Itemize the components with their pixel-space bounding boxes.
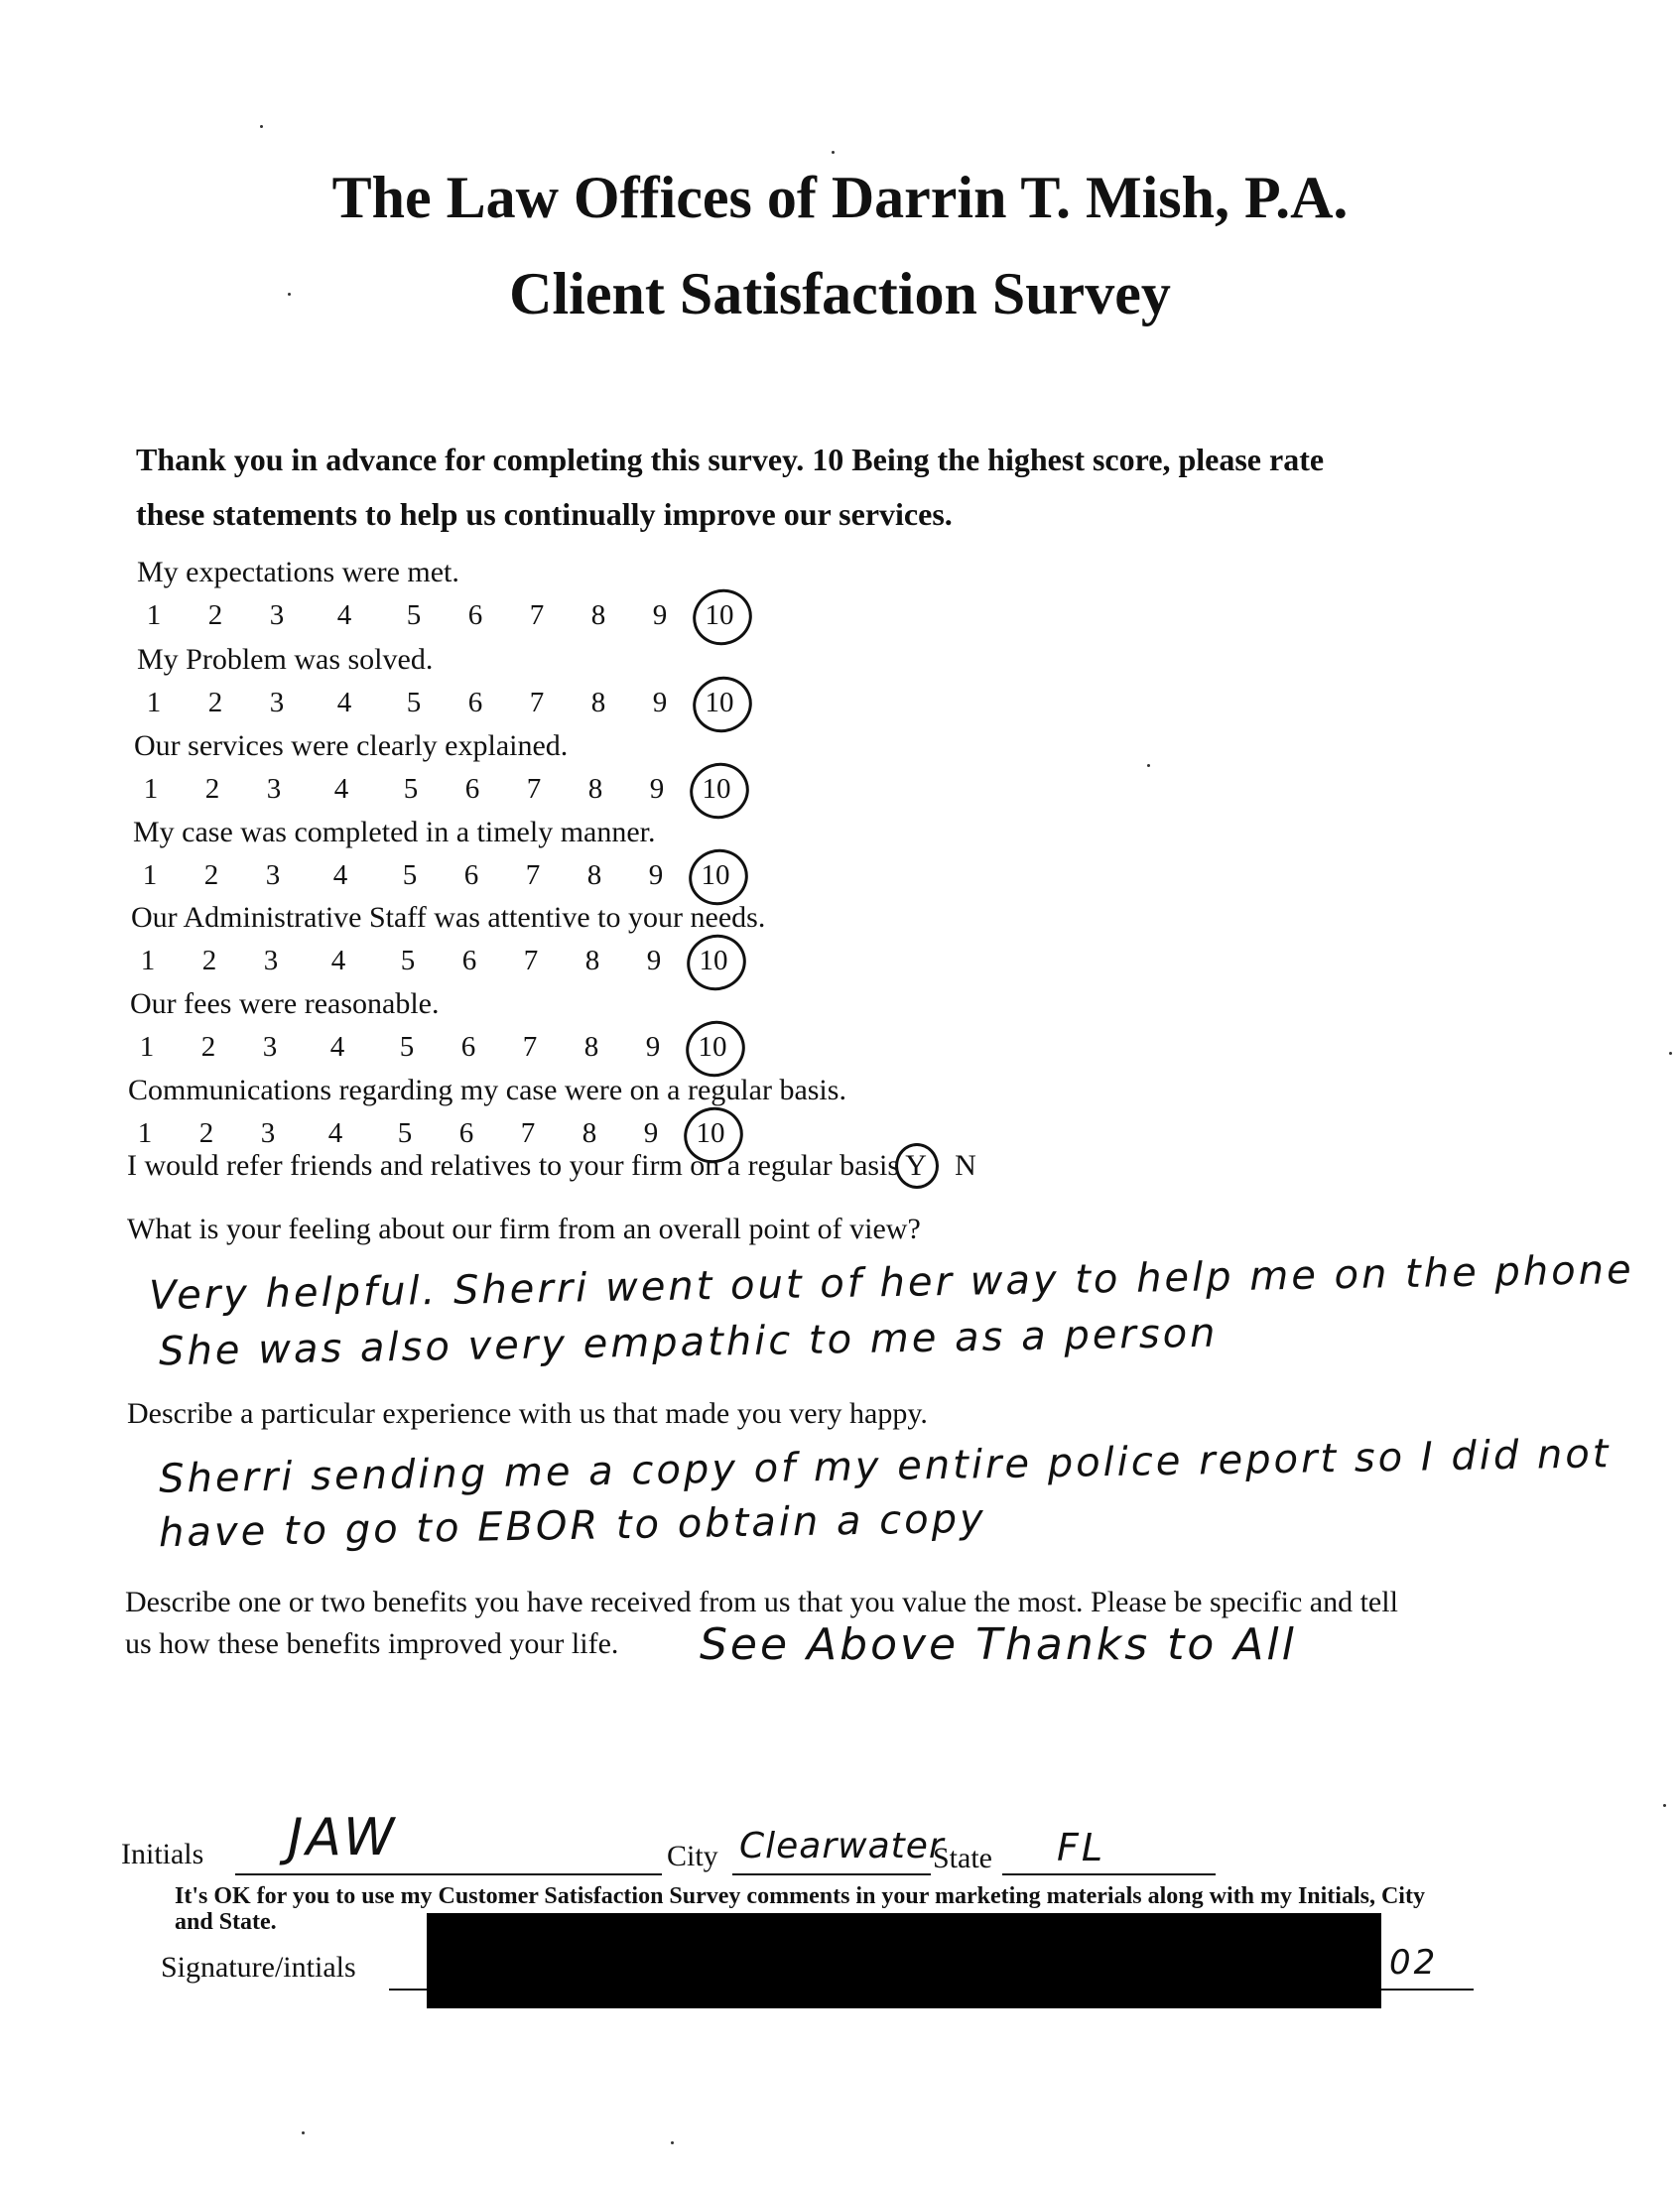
initials-line bbox=[235, 1873, 662, 1875]
rating-option-5[interactable]: 5 bbox=[397, 1117, 413, 1149]
selected-rating-circle bbox=[680, 927, 753, 998]
rating-option-9[interactable]: 9 bbox=[652, 599, 668, 631]
rating-option-6[interactable]: 6 bbox=[463, 859, 479, 891]
rating-option-7[interactable]: 7 bbox=[522, 1031, 538, 1063]
rating-option-10[interactable]: 10 bbox=[698, 1031, 727, 1063]
rating-option-7[interactable]: 7 bbox=[526, 773, 542, 805]
signature-suffix[interactable]: 02 bbox=[1389, 1943, 1439, 1983]
rating-option-2[interactable]: 2 bbox=[198, 1117, 214, 1149]
question-text: Our Administrative Staff was attentive to your needs. bbox=[131, 901, 766, 934]
rating-scale bbox=[139, 599, 774, 639]
rating-option-1[interactable]: 1 bbox=[137, 1117, 153, 1149]
rating-option-3[interactable]: 3 bbox=[269, 599, 285, 631]
rating-option-8[interactable]: 8 bbox=[584, 945, 600, 976]
rating-option-8[interactable]: 8 bbox=[590, 687, 606, 718]
consent-line-1: It's OK for you to use my Customer Satisfaction Survey comments in your marketing materials along with my Initials, City bbox=[175, 1883, 1425, 1909]
rating-option-2[interactable]: 2 bbox=[203, 859, 219, 891]
rating-option-5[interactable]: 5 bbox=[399, 1031, 415, 1063]
rating-option-5[interactable]: 5 bbox=[406, 599, 422, 631]
rating-option-2[interactable]: 2 bbox=[200, 1031, 216, 1063]
rating-option-6[interactable]: 6 bbox=[464, 773, 480, 805]
rating-option-1[interactable]: 1 bbox=[140, 945, 156, 976]
rating-option-2[interactable]: 2 bbox=[207, 599, 223, 631]
rating-option-9[interactable]: 9 bbox=[643, 1117, 659, 1149]
rating-option-10[interactable]: 10 bbox=[701, 859, 730, 891]
rating-option-7[interactable]: 7 bbox=[525, 859, 541, 891]
rating-scale bbox=[136, 773, 771, 813]
rating-option-8[interactable]: 8 bbox=[582, 1117, 597, 1149]
rating-option-6[interactable]: 6 bbox=[467, 687, 483, 718]
rating-option-10[interactable]: 10 bbox=[696, 1117, 725, 1149]
firm-title: The Law Offices of Darrin T. Mish, P.A. bbox=[331, 165, 1349, 230]
rating-scale bbox=[135, 859, 770, 899]
rating-option-7[interactable]: 7 bbox=[529, 687, 545, 718]
rating-option-4[interactable]: 4 bbox=[327, 1117, 343, 1149]
rating-option-7[interactable]: 7 bbox=[529, 599, 545, 631]
rating-option-1[interactable]: 1 bbox=[146, 687, 162, 718]
rating-option-6[interactable]: 6 bbox=[461, 945, 477, 976]
rating-option-10[interactable]: 10 bbox=[705, 687, 734, 718]
rating-option-1[interactable]: 1 bbox=[146, 599, 162, 631]
selected-rating-circle bbox=[686, 669, 759, 740]
selected-rating-circle bbox=[683, 755, 756, 827]
rating-option-3[interactable]: 3 bbox=[260, 1117, 276, 1149]
rating-option-2[interactable]: 2 bbox=[204, 773, 220, 805]
city-label: City bbox=[667, 1840, 718, 1872]
question-text: My case was completed in a timely manner. bbox=[133, 816, 656, 848]
rating-option-7[interactable]: 7 bbox=[523, 945, 539, 976]
rating-option-10[interactable]: 10 bbox=[705, 599, 734, 631]
rating-option-6[interactable]: 6 bbox=[458, 1117, 474, 1149]
rating-option-10[interactable]: 10 bbox=[699, 945, 728, 976]
refer-question bbox=[127, 1149, 976, 1183]
experience-answer-line-1[interactable]: Sherri sending me a copy of my entire police report so I did not bbox=[158, 1431, 1612, 1502]
rating-option-9[interactable]: 9 bbox=[649, 773, 665, 805]
rating-option-9[interactable]: 9 bbox=[652, 687, 668, 718]
benefits-question-line-1: Describe one or two benefits you have received from us that you value the most. Please be specific and tell bbox=[125, 1586, 1398, 1618]
survey-title: Client Satisfaction Survey bbox=[509, 261, 1171, 326]
scan-speck bbox=[671, 2141, 674, 2144]
rating-option-3[interactable]: 3 bbox=[269, 687, 285, 718]
rating-option-1[interactable]: 1 bbox=[143, 773, 159, 805]
rating-scale bbox=[133, 945, 768, 984]
benefits-question-line-2: us how these benefits improved your life. bbox=[125, 1627, 619, 1660]
question-text: Our services were clearly explained. bbox=[134, 729, 569, 762]
refer-yes-option[interactable] bbox=[899, 1149, 933, 1183]
benefits-answer[interactable]: See Above Thanks to All bbox=[700, 1619, 1297, 1670]
rating-option-10[interactable]: 10 bbox=[702, 773, 731, 805]
experience-answer-line-2[interactable]: have to go to EBOR to obtain a copy bbox=[158, 1495, 987, 1557]
state-label: State bbox=[933, 1842, 992, 1874]
rating-option-6[interactable]: 6 bbox=[467, 599, 483, 631]
rating-option-5[interactable]: 5 bbox=[406, 687, 422, 718]
question-text: Our fees were reasonable. bbox=[130, 987, 440, 1020]
consent-line-2: and State. bbox=[175, 1909, 277, 1935]
experience-question: Describe a particular experience with us that made you very happy. bbox=[127, 1397, 928, 1430]
rating-option-1[interactable]: 1 bbox=[142, 859, 158, 891]
city-line bbox=[732, 1873, 931, 1875]
scan-speck bbox=[288, 293, 291, 296]
overall-answer-line-2[interactable]: She was also very empathic to me as a person bbox=[158, 1310, 1219, 1375]
rating-option-4[interactable]: 4 bbox=[336, 599, 352, 631]
refer-yes-label: Y bbox=[905, 1149, 927, 1182]
rating-option-9[interactable]: 9 bbox=[648, 859, 664, 891]
rating-option-4[interactable]: 4 bbox=[329, 1031, 345, 1063]
refer-no-option[interactable]: N bbox=[955, 1149, 976, 1182]
refer-question-text: I would refer friends and relatives to your firm on a regular basis bbox=[127, 1149, 900, 1182]
rating-option-5[interactable]: 5 bbox=[403, 773, 419, 805]
rating-scale bbox=[139, 687, 774, 726]
rating-option-9[interactable]: 9 bbox=[645, 1031, 661, 1063]
refer-yes-circle bbox=[895, 1143, 939, 1189]
initials-label: Initials bbox=[121, 1838, 204, 1870]
rating-option-1[interactable]: 1 bbox=[139, 1031, 155, 1063]
state-line bbox=[1002, 1873, 1216, 1875]
rating-option-3[interactable]: 3 bbox=[263, 945, 279, 976]
rating-option-8[interactable]: 8 bbox=[583, 1031, 599, 1063]
rating-option-2[interactable]: 2 bbox=[207, 687, 223, 718]
rating-option-4[interactable]: 4 bbox=[332, 859, 348, 891]
scan-speck bbox=[1147, 764, 1150, 767]
rating-option-8[interactable]: 8 bbox=[590, 599, 606, 631]
scan-speck bbox=[832, 151, 835, 154]
rating-option-7[interactable]: 7 bbox=[520, 1117, 536, 1149]
rating-option-3[interactable]: 3 bbox=[266, 773, 282, 805]
overall-question: What is your feeling about our firm from an overall point of view? bbox=[127, 1213, 921, 1245]
question-text: My expectations were met. bbox=[137, 556, 459, 588]
rating-option-3[interactable]: 3 bbox=[262, 1031, 278, 1063]
rating-option-4[interactable]: 4 bbox=[333, 773, 349, 805]
rating-scale bbox=[132, 1031, 767, 1071]
rating-option-8[interactable]: 8 bbox=[586, 859, 602, 891]
scan-speck bbox=[302, 2131, 305, 2134]
overall-answer-line-1[interactable]: Very helpful. Sherri went out of her way to help me on the phone bbox=[148, 1246, 1634, 1320]
signature-label: Signature/intials bbox=[161, 1951, 356, 1984]
city-field[interactable]: Clearwater bbox=[739, 1826, 945, 1866]
rating-option-5[interactable]: 5 bbox=[400, 945, 416, 976]
intro-line-2: these statements to help us continually improve our services. bbox=[136, 496, 953, 532]
redaction-block bbox=[427, 1913, 1381, 2008]
selected-rating-circle bbox=[686, 581, 759, 653]
question-text: My Problem was solved. bbox=[137, 643, 434, 676]
rating-option-2[interactable]: 2 bbox=[201, 945, 217, 976]
initials-field[interactable]: JAW bbox=[288, 1808, 398, 1867]
rating-option-5[interactable]: 5 bbox=[402, 859, 418, 891]
rating-option-4[interactable]: 4 bbox=[336, 687, 352, 718]
scan-speck bbox=[1663, 1804, 1666, 1807]
question-text: Communications regarding my case were on a regular basis. bbox=[128, 1074, 846, 1106]
rating-option-6[interactable]: 6 bbox=[460, 1031, 476, 1063]
rating-option-8[interactable]: 8 bbox=[587, 773, 603, 805]
rating-option-9[interactable]: 9 bbox=[646, 945, 662, 976]
intro-line-1: Thank you in advance for completing this survey. 10 Being the highest score, please rate bbox=[136, 442, 1325, 477]
rating-option-3[interactable]: 3 bbox=[265, 859, 281, 891]
rating-option-4[interactable]: 4 bbox=[330, 945, 346, 976]
state-field[interactable]: FL bbox=[1057, 1826, 1106, 1869]
scan-speck bbox=[1669, 1052, 1672, 1055]
scan-speck bbox=[260, 125, 263, 128]
